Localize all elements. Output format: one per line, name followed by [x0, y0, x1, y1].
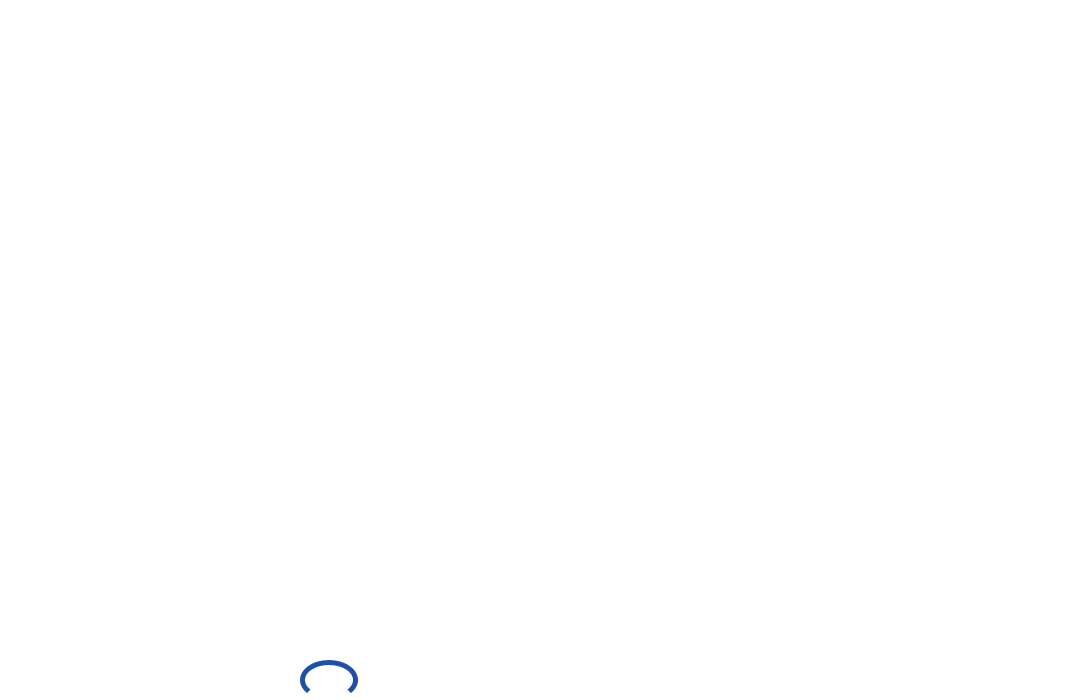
- right-column: [578, 0, 1016, 675]
- logo-fragment: [300, 660, 358, 700]
- left-column: [89, 0, 527, 675]
